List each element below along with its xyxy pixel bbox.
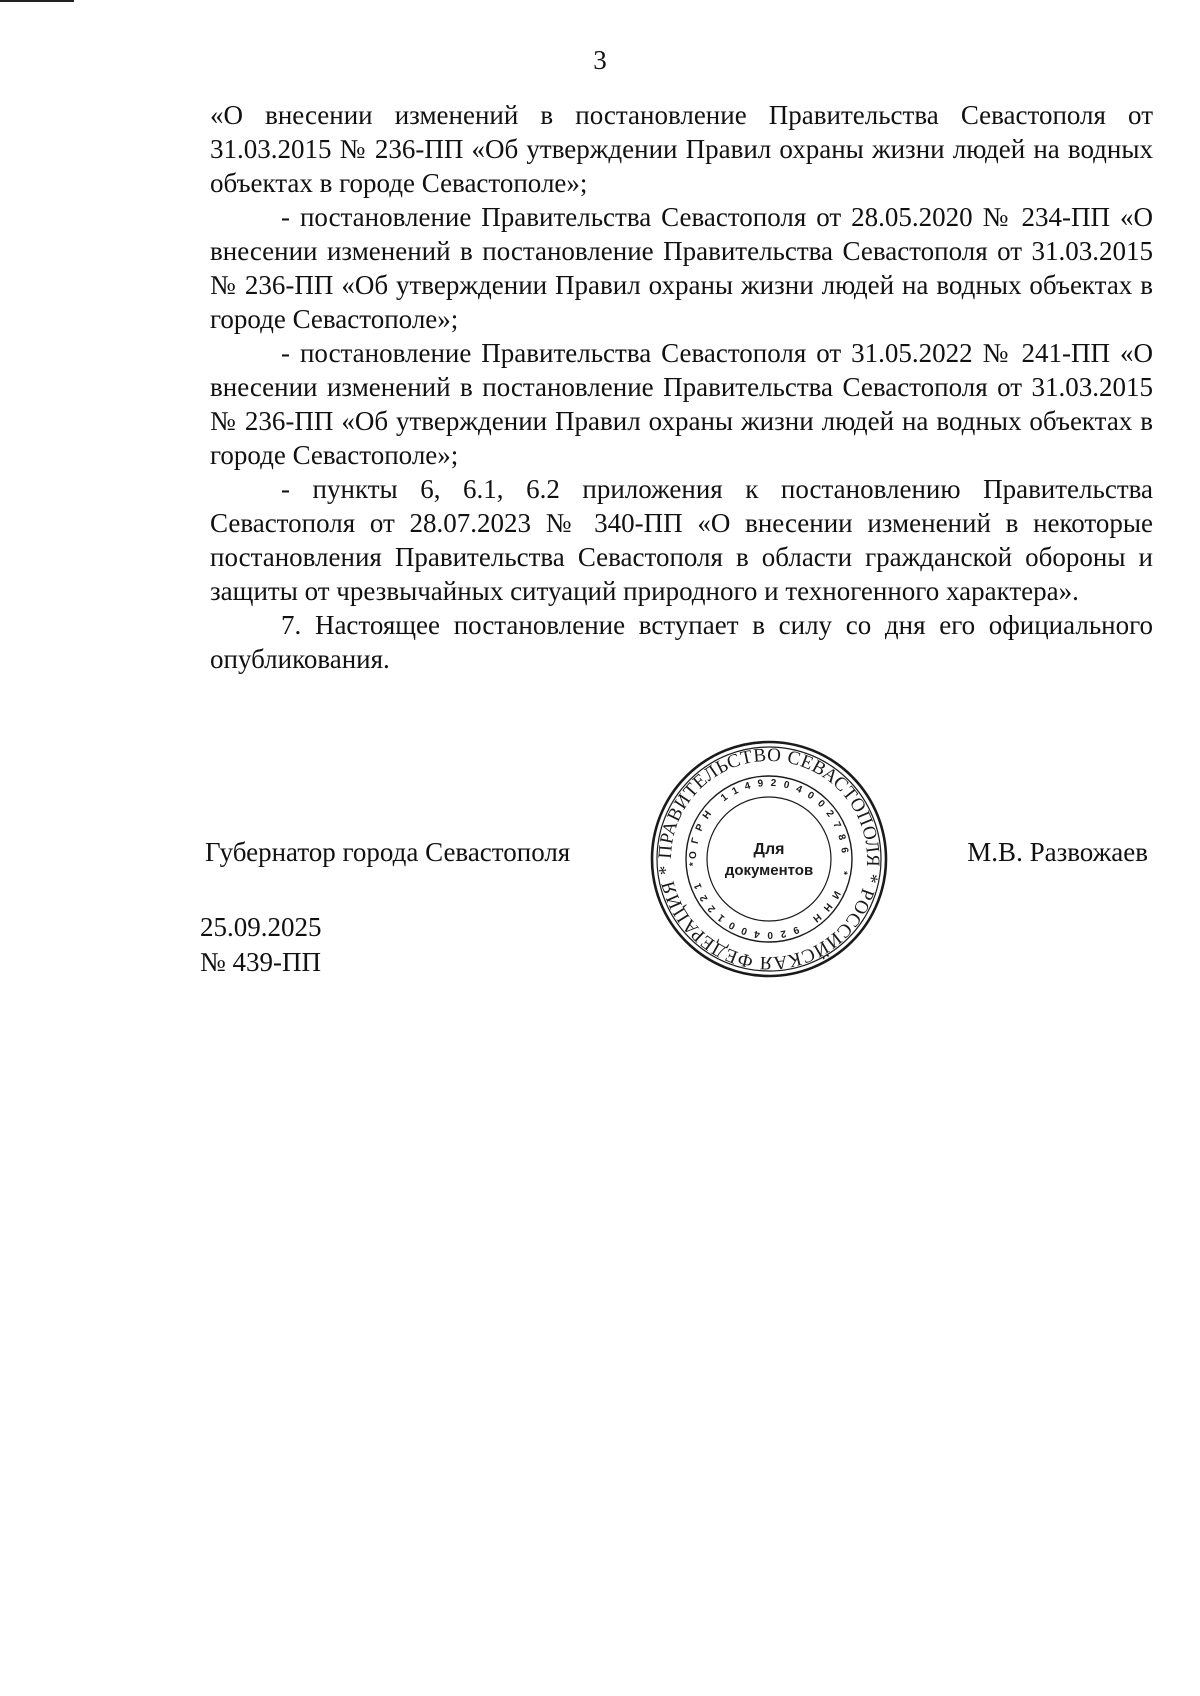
signatory-name: М.В. Развожаев <box>967 837 1148 867</box>
seal-outer-text: ПРАВИТЕЛЬСТВО СЕВАСТОПОЛЯ * РОССИЙСКАЯ ФЕДЕРАЦИЯ * <box>654 744 884 974</box>
document-number: № 439-ПП <box>200 947 321 977</box>
seal-middle-ring <box>686 776 852 942</box>
document-body <box>210 98 1153 676</box>
document-date: 25.09.2025 <box>200 912 322 942</box>
signature-block <box>0 835 1200 875</box>
seal-outer-border <box>652 742 886 976</box>
paragraph-5: 7. Настоящее постановление вступает в силу со дня его официального опубликования. <box>210 610 1153 674</box>
seal-center-line1: Для <box>753 841 785 858</box>
seal-center-line2: документов <box>724 862 814 879</box>
official-seal <box>648 738 890 980</box>
paragraph-4: - пункты 6, 6.1, 6.2 приложения к постановлению Правительства Севастополя от 28.07.2023 № 340-ПП «О внесении изменений в некоторые постановления Правительства Севастополя в области гражданской обороны и защиты от чрезвычайных ситуаций природного и техногенного характера». <box>210 474 1153 606</box>
signatory-position: Губернатор города Севастополя <box>205 837 571 867</box>
seal-inner-text: ОГРН 1149204002786 * ИНН 9204001221 * <box>687 777 850 941</box>
seal-graphic <box>648 738 890 980</box>
page-number: 3 <box>593 45 607 75</box>
paragraph-3: - постановление Правительства Севастополя от 31.05.2022 № 241-ПП «О внесении изменений в постановление Правительства Севастополя от 31.03.2015 № 236-ПП «Об утверждении Правил охраны жизни людей на водных объектах в городе Севастополе»; <box>210 338 1153 470</box>
paragraph-2: - постановление Правительства Севастополя от 28.05.2020 № 234-ПП «О внесении изменений в постановление Правительства Севастополя от 31.03.2015 № 236-ПП «Об утверждении Правил охраны жизни людей на водных объектах в городе Севастополе»; <box>210 202 1153 334</box>
seal-inner-ring <box>707 797 831 921</box>
document-meta <box>200 910 322 980</box>
corner-mark <box>0 0 74 2</box>
paragraph-1: «О внесении изменений в постановление Правительства Севастополя от 31.03.2015 № 236-ПП «Об утверждении Правил охраны жизни людей на водных объектах в городе Севастополе»; <box>210 100 1153 198</box>
